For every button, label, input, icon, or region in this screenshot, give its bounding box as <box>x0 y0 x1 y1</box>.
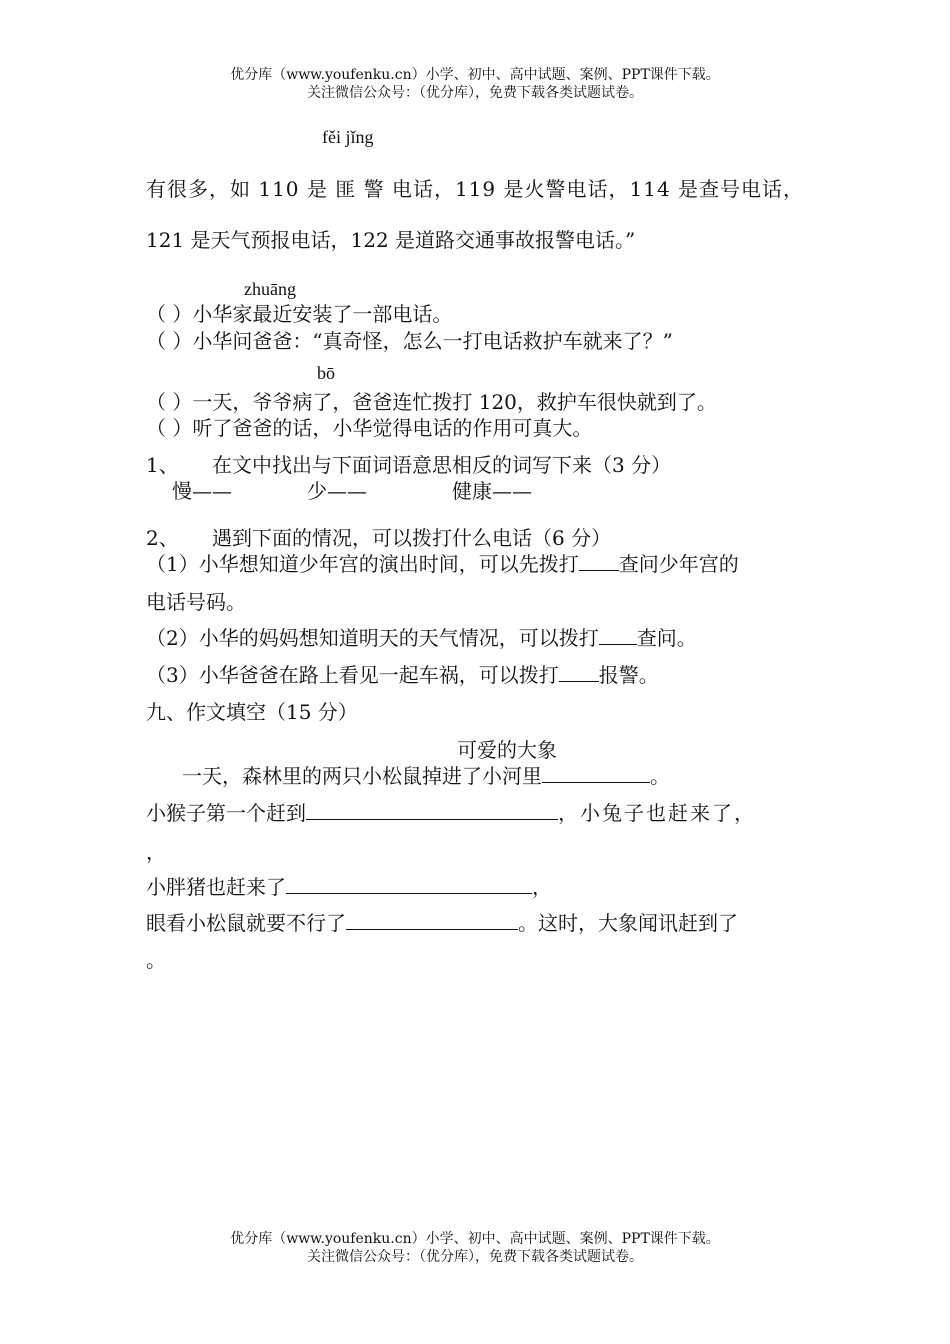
essay-line1-text-b: 。 <box>650 764 670 788</box>
passage-line1: 有很多，如 110 是 匪 警 电话，119 是火警电话，114 是查号电话， <box>146 177 805 201</box>
essay-line4-text-a: 小胖猪也赶来了 <box>146 875 286 899</box>
q2-item1 <box>146 548 739 577</box>
pinyin-feijing: fěi jǐng <box>322 127 374 147</box>
order-item-2: （ ）小华问爸爸：“真奇怪，怎么一打电话救护车就来了？” <box>146 329 673 353</box>
essay-line3: ， <box>146 840 166 864</box>
q1-number: 1、 <box>146 453 179 477</box>
page-footer-line1: 优分库（www.youfenku.cn）小学、初中、高中试题、案例、PPT课件下载。 <box>230 1231 720 1247</box>
essay-line5-text-b: 。这时，大象闻讯赶到了 <box>518 911 738 935</box>
q2-item1-continued: 电话号码。 <box>146 590 246 614</box>
essay-line5-text-a: 眼看小松鼠就要不行了 <box>146 911 346 935</box>
q1-title: 在文中找出与下面词语意思相反的词写下来（3 分） <box>212 453 672 477</box>
q2-number: 2、 <box>146 526 179 550</box>
q2-item3-text-b: 报警。 <box>598 663 659 687</box>
essay-line1-text-a: 一天，森林里的两只小松鼠掉进了小河里 <box>182 764 542 788</box>
passage-line2: 121 是天气预报电话，122 是道路交通事故报警电话。” <box>146 228 636 252</box>
section9-title: 九、作文填空（15 分） <box>146 700 358 724</box>
essay-line4 <box>146 871 552 900</box>
q2-item2-text-a: （2）小华的妈妈想知道明天的天气情况，可以拨打 <box>146 626 599 650</box>
essay-title: 可爱的大象 <box>457 738 557 762</box>
order-item-3: （ ）一天，爷爷病了，爸爸连忙拨打 120，救护车很快就到了。 <box>146 390 717 414</box>
essay-line5-blank[interactable] <box>346 909 518 930</box>
order-item-4: （ ）听了爸爸的话，小华觉得电话的作用可真大。 <box>146 416 593 440</box>
page-header-line2: 关注微信公众号：（优分库），免费下载各类试题试卷。 <box>307 85 643 101</box>
q2-item2-blank[interactable] <box>599 624 637 645</box>
essay-line2-text-b: ，小兔子也赶来了， <box>558 801 756 825</box>
pinyin-zhuang: zhuāng <box>244 279 296 299</box>
q2-item3 <box>146 659 659 688</box>
q1-word-few: 少—— <box>307 479 367 503</box>
essay-line2-text-a: 小猴子第一个赶到 <box>146 801 306 825</box>
q2-item2 <box>146 622 697 651</box>
q1-word-healthy: 健康—— <box>452 479 532 503</box>
q1-word-slow: 慢—— <box>172 479 232 503</box>
essay-line1-blank[interactable] <box>542 762 650 783</box>
q2-item3-text-a: （3）小华爸爸在路上看见一起车祸，可以拨打 <box>146 663 559 687</box>
essay-line1 <box>182 760 670 789</box>
q2-title: 遇到下面的情况，可以拨打什么电话（6 分） <box>212 526 612 550</box>
page-footer-line2: 关注微信公众号：（优分库），免费下载各类试题试卷。 <box>307 1249 643 1265</box>
q2-item2-text-b: 查问。 <box>636 626 697 650</box>
essay-line4-text-b: ， <box>532 875 552 899</box>
q2-item1-text-b: 查问少年宫的 <box>618 552 739 576</box>
q2-item1-text-a: （1）小华想知道少年宫的演出时间，可以先拨打 <box>146 552 579 576</box>
order-item-1: （ ）小华家最近安装了一部电话。 <box>146 302 453 326</box>
essay-line6: 。 <box>146 948 166 972</box>
essay-line4-blank[interactable] <box>286 873 532 894</box>
essay-line2-blank[interactable] <box>306 799 558 820</box>
pinyin-bo: bō <box>317 363 335 383</box>
essay-line5 <box>146 907 738 936</box>
q2-item1-blank[interactable] <box>579 550 619 571</box>
q2-item3-blank[interactable] <box>559 661 599 682</box>
essay-line2 <box>146 797 756 826</box>
page-header-line1: 优分库（www.youfenku.cn）小学、初中、高中试题、案例、PPT课件下载。 <box>230 67 720 83</box>
